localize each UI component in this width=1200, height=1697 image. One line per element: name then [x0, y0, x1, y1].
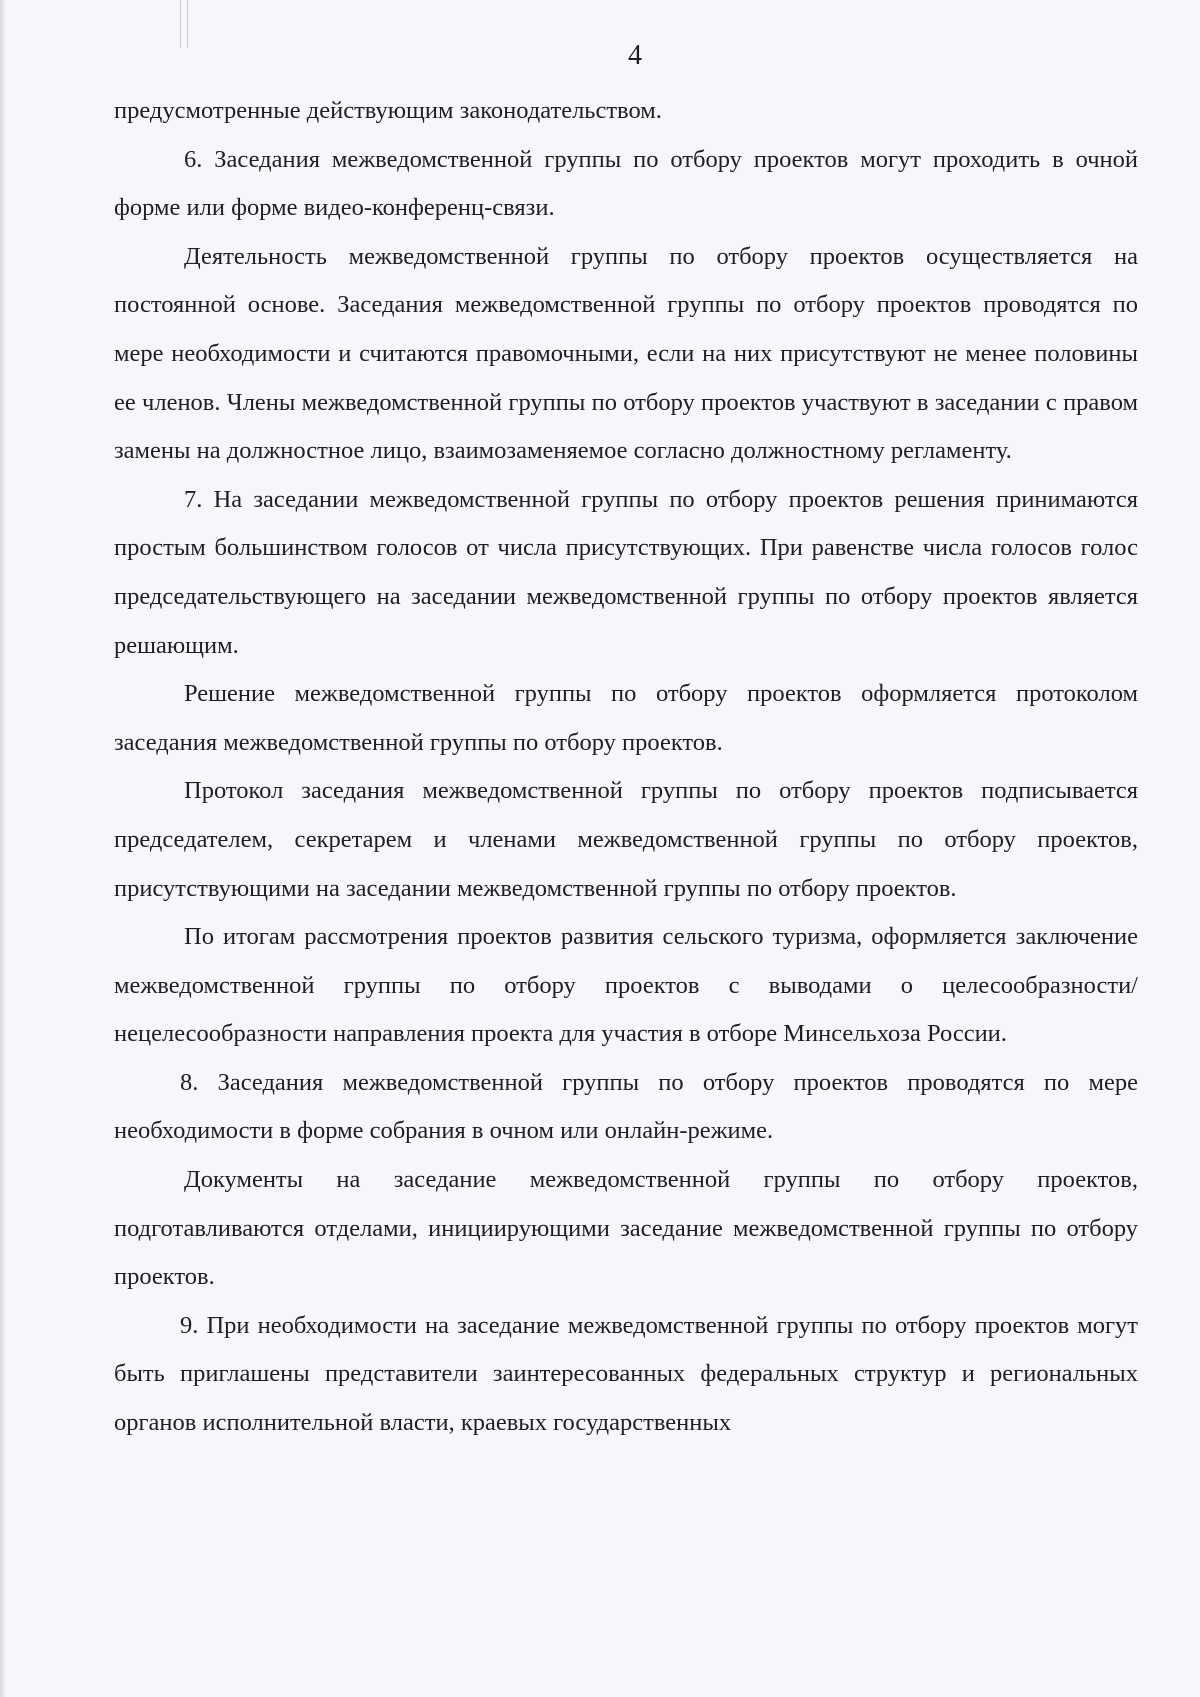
paragraph: 8. Заседания межведомственной группы по отбору проектов проводятся по мере необходимости в форме собрания в очном или онлайн-режиме.	[114, 1068, 1138, 1145]
paragraph: Деятельность межведомственной группы по отбору проектов осуществляется на постоянной основе. Заседания межведомственной группы по отбору проектов проводятся по мере необходимости и считаются правомочными, если на них присутствуют не менее половины ее членов. Члены межведомственной группы по отбору проектов участвуют в заседании с правом замены на должностное лицо, взаимозаменяемое согласно должностному регламенту.	[114, 242, 1138, 465]
document-body	[114, 87, 1138, 1448]
paragraph: предусмотренные действующим законодательством.	[114, 97, 662, 124]
paragraph: 6. Заседания межведомственной группы по отбору проектов могут проходить в очной форме или форме видео-конференц-связи.	[114, 145, 1138, 222]
scan-edge	[0, 0, 6, 1697]
paragraph: Протокол заседания межведомственной группы по отбору проектов подписывается председателем, секретарем и членами межведомственной группы по отбору проектов, присутствующими на заседании межведомственной группы по отбору проектов.	[114, 777, 1138, 902]
paragraph: 9. При необходимости на заседание межведомственной группы по отбору проектов могут быть приглашены представители заинтересованных федеральных структур и региональных органов исполнительной власти, краевых государственных	[114, 1311, 1138, 1437]
paragraph: 7. На заседании межведомственной группы по отбору проектов решения принимаются простым большинством голосов от числа присутствующих. При равенстве числа голосов голос председательствующего на заседании межведомственной группы по отбору проектов является решающим.	[114, 485, 1138, 659]
paragraph: Решение межведомственной группы по отбору проектов оформляется протоколом заседания межведомственной группы по отбору проектов.	[114, 680, 1138, 756]
paragraph: Документы на заседание межведомственной группы по отбору проектов, подготавливаются отделами, инициирующими заседание межведомственной группы по отбору проектов.	[114, 1166, 1138, 1291]
page-number: 4	[628, 40, 642, 71]
paragraph: По итогам рассмотрения проектов развития сельского туризма, оформляется заключение межведомственной группы по отбору проектов с выводами о целесообразности/нецелесообразности направления проекта для участия в отборе Минсельхоза России.	[114, 923, 1138, 1048]
